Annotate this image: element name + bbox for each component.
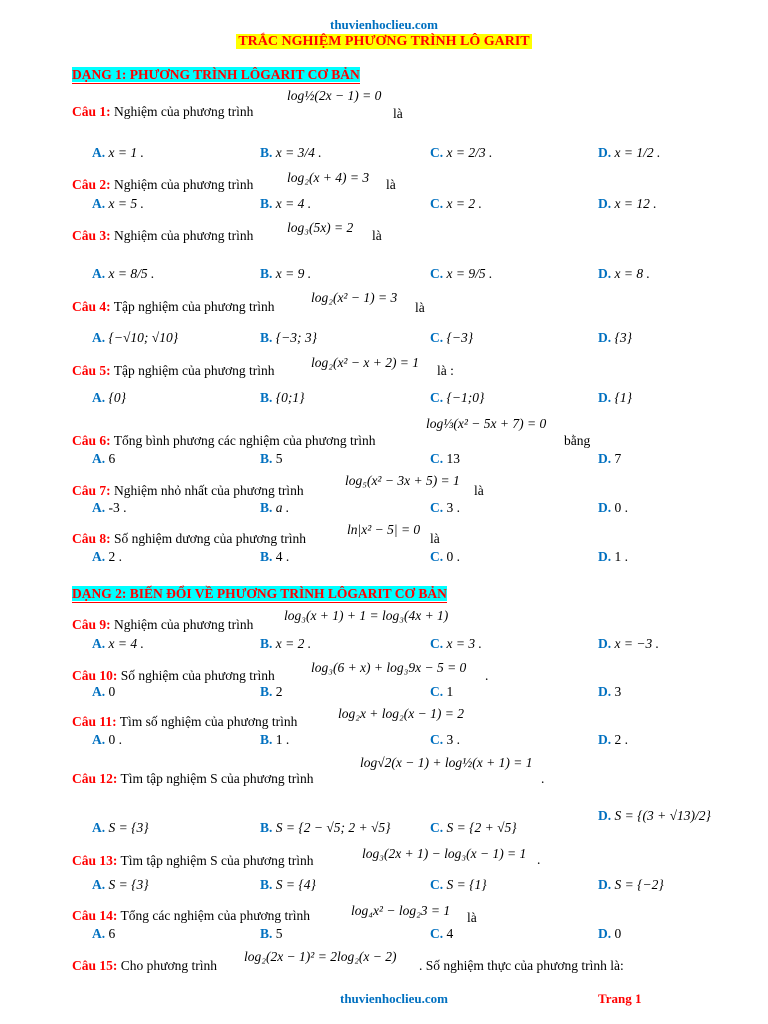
option-value: {−√10; √10}	[108, 330, 179, 345]
option-value: x = −3 .	[614, 636, 659, 651]
option-letter: B.	[260, 684, 273, 699]
question-13-after: .	[537, 852, 541, 867]
question-4-option-a[interactable]	[92, 330, 178, 346]
option-value: x = 9 .	[275, 266, 312, 281]
option-letter: D.	[598, 549, 612, 564]
question-10-after: .	[485, 668, 489, 683]
option-value: S = {2 + √5}	[446, 820, 517, 835]
option-letter: A.	[92, 266, 106, 281]
question-8-label: Câu 8:	[72, 531, 111, 546]
question-5-option-c[interactable]	[430, 390, 484, 406]
option-value: S = {1}	[446, 877, 487, 892]
option-value: {1}	[614, 390, 633, 405]
option-value: 2	[275, 684, 283, 699]
question-1-equation: log½(2x − 1) = 0	[287, 88, 382, 103]
question-5-option-b[interactable]	[260, 390, 305, 406]
question-9-equation: log₃(x + 1) + 1 = log₃(4x + 1)	[284, 608, 449, 623]
option-value: 0	[614, 926, 622, 941]
question-2-option-b[interactable]	[260, 196, 311, 212]
question-8-option-a[interactable]	[92, 549, 122, 565]
question-8-equation: ln|x² − 5| = 0	[347, 522, 421, 537]
question-6-option-d[interactable]	[598, 451, 621, 467]
question-3-text: Nghiệm của phương trình	[114, 228, 254, 243]
option-letter: B.	[260, 820, 273, 835]
option-letter: C.	[430, 451, 444, 466]
question-2-after: là	[386, 177, 396, 192]
question-1	[72, 104, 253, 120]
header-site[interactable]: thuvienhoclieu.com	[330, 17, 438, 32]
question-11-equation: log₂x + log₂(x − 1) = 2	[338, 706, 464, 721]
question-4	[72, 299, 274, 315]
option-letter: A.	[92, 196, 106, 211]
question-7	[72, 483, 304, 499]
question-12-option-b[interactable]	[260, 820, 391, 836]
question-10-option-a[interactable]	[92, 684, 115, 700]
option-letter: D.	[598, 808, 612, 823]
option-letter: D.	[598, 877, 612, 892]
question-10-label: Câu 10:	[72, 668, 118, 683]
option-letter: C.	[430, 500, 444, 515]
question-4-after: là	[415, 300, 425, 315]
question-4-equation: log₂(x² − 1) = 3	[311, 290, 398, 305]
question-5-after: là :	[437, 363, 454, 378]
question-8-after: là	[430, 531, 440, 546]
question-9-option-b[interactable]	[260, 636, 311, 652]
option-letter: B.	[260, 330, 273, 345]
question-7-option-c[interactable]	[430, 500, 460, 516]
option-letter: C.	[430, 266, 444, 281]
option-letter: C.	[430, 330, 444, 345]
question-9	[72, 617, 253, 633]
option-value: 3 .	[446, 732, 460, 747]
option-value: S = {3}	[108, 877, 149, 892]
question-5-option-a[interactable]	[92, 390, 126, 406]
option-letter: A.	[92, 636, 106, 651]
option-value: 0 .	[108, 732, 122, 747]
question-12-option-a[interactable]	[92, 820, 149, 836]
question-14	[72, 908, 310, 924]
page-title	[0, 34, 768, 50]
question-3-after: là	[372, 228, 382, 243]
option-letter: A.	[92, 451, 106, 466]
question-7-option-d[interactable]	[598, 500, 628, 516]
question-6-after: bằng	[564, 433, 591, 448]
option-letter: C.	[430, 877, 444, 892]
question-5-equation: log₂(x² − x + 2) = 1	[311, 355, 420, 370]
option-letter: D.	[598, 390, 612, 405]
question-9-option-d[interactable]	[598, 636, 659, 652]
option-letter: C.	[430, 549, 444, 564]
footer-site[interactable]: thuvienhoclieu.com	[340, 991, 448, 1006]
option-letter: C.	[430, 732, 444, 747]
option-letter: A.	[92, 330, 106, 345]
question-14-option-c[interactable]	[430, 926, 453, 942]
question-2-equation: log₂(x + 4) = 3	[287, 170, 370, 185]
question-7-equation: log₅(x² − 3x + 5) = 1	[345, 473, 460, 488]
question-5-option-d[interactable]	[598, 390, 632, 406]
question-1-text: Nghiệm của phương trình	[114, 104, 254, 119]
option-value: x = 12 .	[614, 196, 657, 211]
question-1-label: Câu 1:	[72, 104, 111, 119]
option-letter: C.	[430, 196, 444, 211]
question-7-text: Nghiệm nhỏ nhất của phương trình	[114, 483, 304, 498]
question-8-text: Số nghiệm dương của phương trình	[114, 531, 307, 546]
option-letter: C.	[430, 820, 444, 835]
option-value: 0	[108, 684, 116, 699]
question-13-option-d[interactable]	[598, 877, 664, 893]
question-15-text: Cho phương trình	[120, 958, 217, 973]
question-12-text: Tìm tập nghiệm S của phương trình	[120, 771, 314, 786]
question-3-equation: log₃(5x) = 2	[287, 220, 354, 235]
question-6	[72, 433, 376, 449]
option-letter: A.	[92, 684, 106, 699]
option-letter: A.	[92, 145, 106, 160]
option-letter: D.	[598, 330, 612, 345]
question-14-text: Tổng các nghiệm của phương trình	[120, 908, 311, 923]
question-3-label: Câu 3:	[72, 228, 111, 243]
question-10	[72, 668, 275, 684]
option-letter: A.	[92, 500, 106, 515]
question-5-label: Câu 5:	[72, 363, 111, 378]
option-letter: A.	[92, 926, 106, 941]
question-5	[72, 363, 274, 379]
option-letter: B.	[260, 266, 273, 281]
question-6-option-b[interactable]	[260, 451, 283, 467]
question-13	[72, 853, 313, 869]
question-1-option-c[interactable]	[430, 145, 492, 161]
option-letter: A.	[92, 820, 106, 835]
option-value: 1 .	[275, 732, 290, 747]
option-value: {−1;0}	[446, 390, 485, 405]
option-letter: C.	[430, 684, 444, 699]
option-letter: D.	[598, 684, 612, 699]
option-letter: B.	[260, 451, 273, 466]
question-6-option-a[interactable]	[92, 451, 115, 467]
question-5-text: Tập nghiệm của phương trình	[113, 363, 275, 378]
question-11-option-d[interactable]	[598, 732, 628, 748]
option-value: x = 3 .	[446, 636, 482, 651]
option-letter: C.	[430, 636, 444, 651]
question-14-equation: log₄x² − log₂3 = 1	[351, 903, 451, 918]
question-8	[72, 531, 306, 547]
option-value: 0 .	[614, 500, 628, 515]
question-13-option-b[interactable]	[260, 877, 316, 893]
question-4-label: Câu 4:	[72, 299, 111, 314]
option-letter: B.	[260, 145, 273, 160]
option-letter: C.	[430, 145, 444, 160]
option-value: {3}	[614, 330, 633, 345]
question-6-equation: log⅓(x² − 5x + 7) = 0	[426, 416, 547, 431]
section-1-title	[72, 67, 360, 84]
question-4-option-c[interactable]	[430, 330, 473, 346]
section-2-title	[72, 586, 447, 603]
option-value: x = 4 .	[275, 196, 312, 211]
question-15-equation: log₂(2x − 1)² = 2log₂(x − 2)	[244, 949, 397, 964]
option-letter: D.	[598, 500, 612, 515]
question-1-after: là	[393, 106, 403, 121]
question-7-option-b[interactable]	[260, 500, 289, 516]
question-4-option-b[interactable]	[260, 330, 317, 346]
option-letter: B.	[260, 390, 273, 405]
option-letter: D.	[598, 145, 612, 160]
option-value: 4	[446, 926, 454, 941]
option-letter: A.	[92, 390, 106, 405]
option-value: x = 2 .	[275, 636, 312, 651]
question-12-equation: log√2(x − 1) + log½(x + 1) = 1	[360, 755, 533, 770]
question-12-after: .	[541, 771, 545, 786]
option-letter: D.	[598, 926, 612, 941]
option-letter: B.	[260, 196, 273, 211]
question-14-option-b[interactable]	[260, 926, 283, 942]
option-value: S = {2 − √5; 2 + √5}	[275, 820, 391, 835]
option-value: 2 .	[108, 549, 122, 564]
option-value: x = 2/3 .	[446, 145, 493, 160]
option-value: 3 .	[446, 500, 460, 515]
option-value: 5	[275, 451, 283, 466]
option-value: x = 8/5 .	[108, 266, 155, 281]
option-letter: C.	[430, 926, 444, 941]
question-9-option-c[interactable]	[430, 636, 482, 652]
question-15-after: . Số nghiệm thực của phương trình là:	[419, 958, 624, 973]
question-2-option-a[interactable]	[92, 196, 144, 212]
question-3-option-b[interactable]	[260, 266, 311, 282]
question-6-label: Câu 6:	[72, 433, 111, 448]
option-value: {−3}	[446, 330, 474, 345]
question-3-option-c[interactable]	[430, 266, 492, 282]
question-2-option-c[interactable]	[430, 196, 482, 212]
option-value: S = {4}	[275, 877, 316, 892]
section-2-title-text: DẠNG 2: BIẾN ĐỔI VỀ PHƯƠNG TRÌNH LÔGARIT CƠ BẢN	[72, 586, 447, 601]
question-13-option-a[interactable]	[92, 877, 149, 893]
option-letter: B.	[260, 636, 273, 651]
question-12-label: Câu 12:	[72, 771, 118, 786]
option-value: 6	[108, 451, 116, 466]
question-1-option-a[interactable]	[92, 145, 144, 161]
question-15	[72, 958, 217, 974]
question-3-option-a[interactable]	[92, 266, 154, 282]
option-value: 2 .	[614, 732, 628, 747]
option-value: S = {(3 + √13)/2}	[614, 808, 711, 823]
option-value: 1	[446, 684, 454, 699]
question-13-equation: log₃(2x + 1) − log₃(x − 1) = 1	[362, 846, 527, 861]
question-11	[72, 714, 297, 730]
question-7-after: là	[474, 483, 484, 498]
question-9-label: Câu 9:	[72, 617, 111, 632]
option-value: 6	[108, 926, 116, 941]
section-1-title-text: DẠNG 1: PHƯƠNG TRÌNH LÔGARIT CƠ BẢN	[72, 67, 360, 82]
question-14-option-a[interactable]	[92, 926, 115, 942]
question-2	[72, 177, 253, 193]
option-value: 13	[446, 451, 460, 466]
option-letter: B.	[260, 549, 273, 564]
option-value: x = 5 .	[108, 196, 144, 211]
option-letter: D.	[598, 732, 612, 747]
question-13-option-c[interactable]	[430, 877, 487, 893]
option-value: x = 8 .	[614, 266, 650, 281]
question-3	[72, 228, 253, 244]
option-value: x = 1/2 .	[614, 145, 661, 160]
option-value: {−3; 3}	[275, 330, 318, 345]
question-8-option-c[interactable]	[430, 549, 460, 565]
option-value: {0}	[108, 390, 127, 405]
question-6-option-c[interactable]	[430, 451, 460, 467]
page-title-text: TRẮC NGHIỆM PHƯƠNG TRÌNH LÔ GARIT	[238, 34, 530, 49]
question-7-label: Câu 7:	[72, 483, 111, 498]
option-value: S = {3}	[108, 820, 149, 835]
option-letter: B.	[260, 877, 273, 892]
option-letter: A.	[92, 732, 106, 747]
option-letter: D.	[598, 266, 612, 281]
question-11-option-b[interactable]	[260, 732, 289, 748]
option-value: 3	[614, 684, 622, 699]
question-7-option-a[interactable]	[92, 500, 127, 516]
question-9-option-a[interactable]	[92, 636, 144, 652]
question-1-option-b[interactable]	[260, 145, 322, 161]
question-11-label: Câu 11:	[72, 714, 117, 729]
question-9-text: Nghiệm của phương trình	[114, 617, 254, 632]
question-15-label: Câu 15:	[72, 958, 118, 973]
option-value: 1 .	[614, 549, 628, 564]
option-value: 0 .	[446, 549, 460, 564]
question-10-option-d[interactable]	[598, 684, 621, 700]
option-value: 7	[614, 451, 622, 466]
option-letter: A.	[92, 877, 106, 892]
option-value: -3 .	[108, 500, 127, 515]
question-3-option-d[interactable]	[598, 266, 650, 282]
question-14-option-d[interactable]	[598, 926, 621, 942]
option-letter: B.	[260, 926, 273, 941]
option-letter: D.	[598, 451, 612, 466]
option-value: x = 2 .	[446, 196, 482, 211]
option-value: x = 9/5 .	[446, 266, 493, 281]
option-value: a .	[275, 500, 290, 515]
question-8-option-d[interactable]	[598, 549, 628, 565]
question-4-text: Tập nghiệm của phương trình	[113, 299, 275, 314]
question-2-text: Nghiệm của phương trình	[114, 177, 254, 192]
question-13-text: Tìm tập nghiệm S của phương trình	[120, 853, 314, 868]
question-4-option-d[interactable]	[598, 330, 632, 346]
option-letter: B.	[260, 500, 273, 515]
question-2-label: Câu 2:	[72, 177, 111, 192]
option-value: x = 4 .	[108, 636, 144, 651]
question-12-option-c[interactable]	[430, 820, 517, 836]
option-letter: D.	[598, 636, 612, 651]
question-10-text: Số nghiệm của phương trình	[120, 668, 275, 683]
option-letter: D.	[598, 196, 612, 211]
question-2-option-d[interactable]	[598, 196, 657, 212]
option-letter: B.	[260, 732, 273, 747]
option-value: x = 1 .	[108, 145, 144, 160]
question-14-label: Câu 14:	[72, 908, 118, 923]
question-11-text: Tìm số nghiệm của phương trình	[119, 714, 298, 729]
question-14-after: là	[467, 910, 477, 925]
question-13-label: Câu 13:	[72, 853, 118, 868]
question-12-option-d[interactable]	[598, 808, 711, 824]
option-value: S = {−2}	[614, 877, 664, 892]
question-1-option-d[interactable]	[598, 145, 660, 161]
option-value: 5	[275, 926, 283, 941]
question-12	[72, 771, 313, 787]
option-value: x = 3/4 .	[275, 145, 322, 160]
question-10-option-b[interactable]	[260, 684, 283, 700]
question-11-option-a[interactable]	[92, 732, 122, 748]
question-10-option-c[interactable]	[430, 684, 453, 700]
option-value: 4 .	[275, 549, 290, 564]
question-11-option-c[interactable]	[430, 732, 460, 748]
question-8-option-b[interactable]	[260, 549, 289, 565]
option-value: {0;1}	[275, 390, 305, 405]
question-6-text: Tổng bình phương các nghiệm của phương trình	[113, 433, 376, 448]
option-letter: A.	[92, 549, 106, 564]
footer-page-number: Trang 1	[598, 991, 642, 1006]
question-10-equation: log₃(6 + x) + log₃9x − 5 = 0	[311, 660, 467, 675]
option-letter: C.	[430, 390, 444, 405]
